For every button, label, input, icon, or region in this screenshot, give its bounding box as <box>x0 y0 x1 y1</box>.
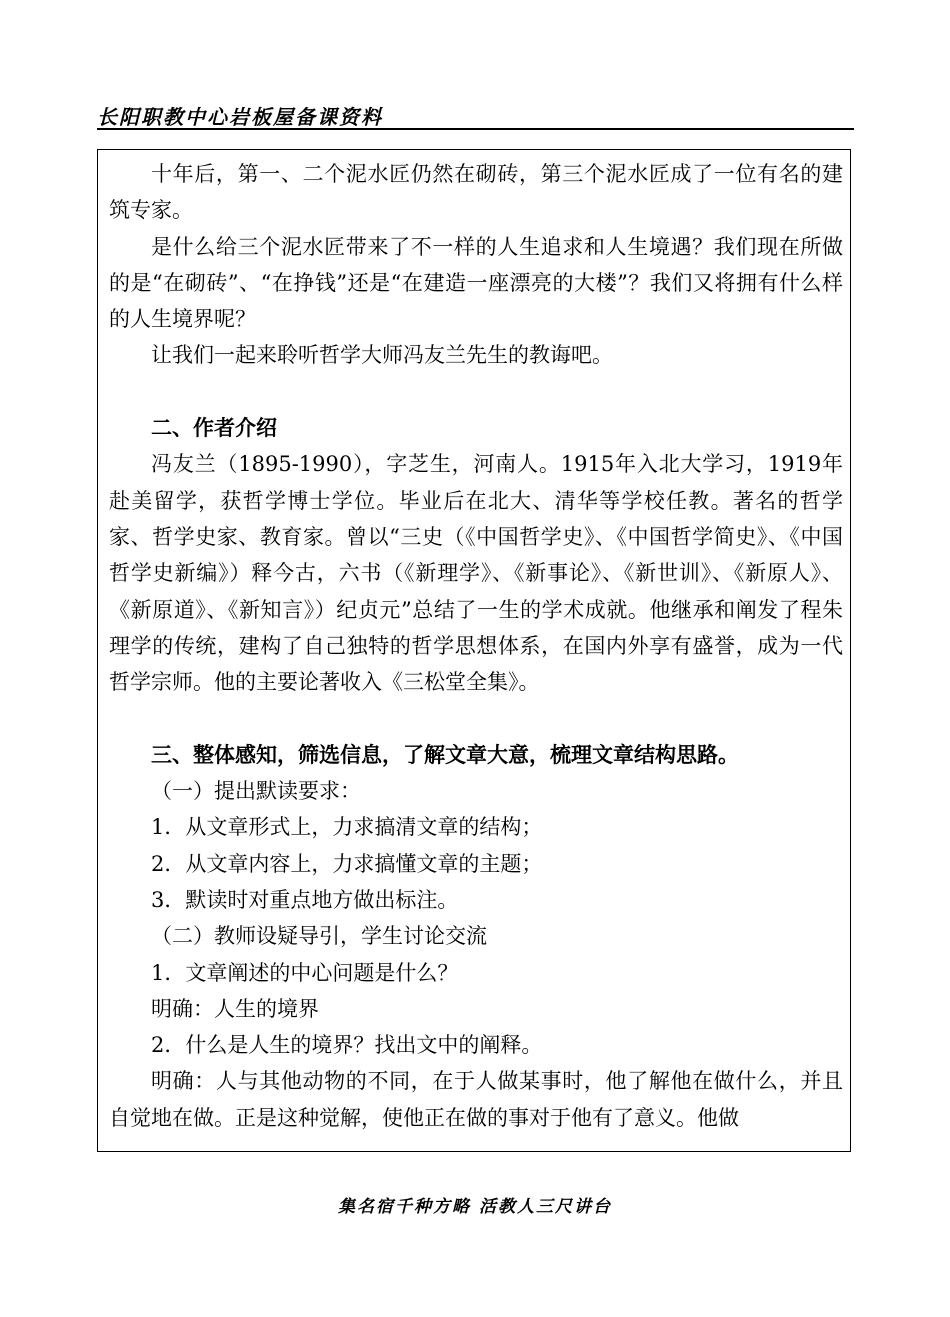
answer-2: 明确：人与其他动物的不同，在于人做某事时，他了解他在做什么，并且自觉地在做。正是这种觉解，使他正在做的事对于他有了意义。他做 <box>109 1069 843 1130</box>
spacer <box>109 700 843 736</box>
page-footer-motto: 集名宿千种方略 活教人三尺讲台 <box>338 1197 612 1217</box>
subsection-discussion: （二）教师设疑导引，学生讨论交流 <box>151 924 487 949</box>
lesson-content <box>109 156 843 1136</box>
section-heading-author: 二、作者介绍 <box>151 416 277 441</box>
paragraph-outcome: 十年后，第一、二个泥水匠仍然在砌砖，第三个泥水匠成了一位有名的建筑专家。 <box>109 162 843 223</box>
page-header-title: 长阳职教中心岩板屋备课资料 <box>97 105 383 129</box>
paragraph-invitation: 让我们一起来聆听哲学大师冯友兰先生的教诲吧。 <box>151 343 613 368</box>
list-item: 3．默读时对重点地方做出标注。 <box>151 887 459 912</box>
paragraph-author-bio: 冯友兰（1895-1990），字芝生，河南人。1915年入北大学习，1919年赴美留学，获哲学博士学位。毕业后在北大、清华等学校任教。著名的哲学家、哲学史家、教育家。曾以“三史（《中国哲学史》、《中国哲学简史》、《中国哲学史新编》）释今古，六书（《新理学》、《新事论》、《新世训》、《新原人》、《新原道》、《新知言》）纪贞元”总结了一生的学术成就。他继承和阐发了程朱理学的传统，建构了自己独特的哲学思想体系，在国内外享有盛誉，成为一代哲学宗师。他的主要论著收入《三松堂全集》。 <box>109 452 843 695</box>
subsection-reading-requirements: （一）提出默读要求： <box>151 779 361 804</box>
section-heading-overview: 三、整体感知，筛选信息，了解文章大意，梳理文章结构思路。 <box>151 742 739 767</box>
list-item: 2．从文章内容上，力求搞懂文章的主题； <box>151 851 543 876</box>
answer-1: 明确：人生的境界 <box>151 996 319 1021</box>
spacer <box>109 374 843 410</box>
paragraph-question: 是什么给三个泥水匠带来了不一样的人生追求和人生境遇？我们现在所做的是“在砌砖”、“在挣钱”还是“在建造一座漂亮的大楼”？我们又将拥有什么样的人生境界呢？ <box>109 234 843 332</box>
question-2: 2．什么是人生的境界？找出文中的阐释。 <box>151 1033 543 1058</box>
question-1: 1．文章阐述的中心问题是什么？ <box>151 960 459 985</box>
header-rule <box>97 128 854 130</box>
list-item: 1．从文章形式上，力求搞清文章的结构； <box>151 815 543 840</box>
